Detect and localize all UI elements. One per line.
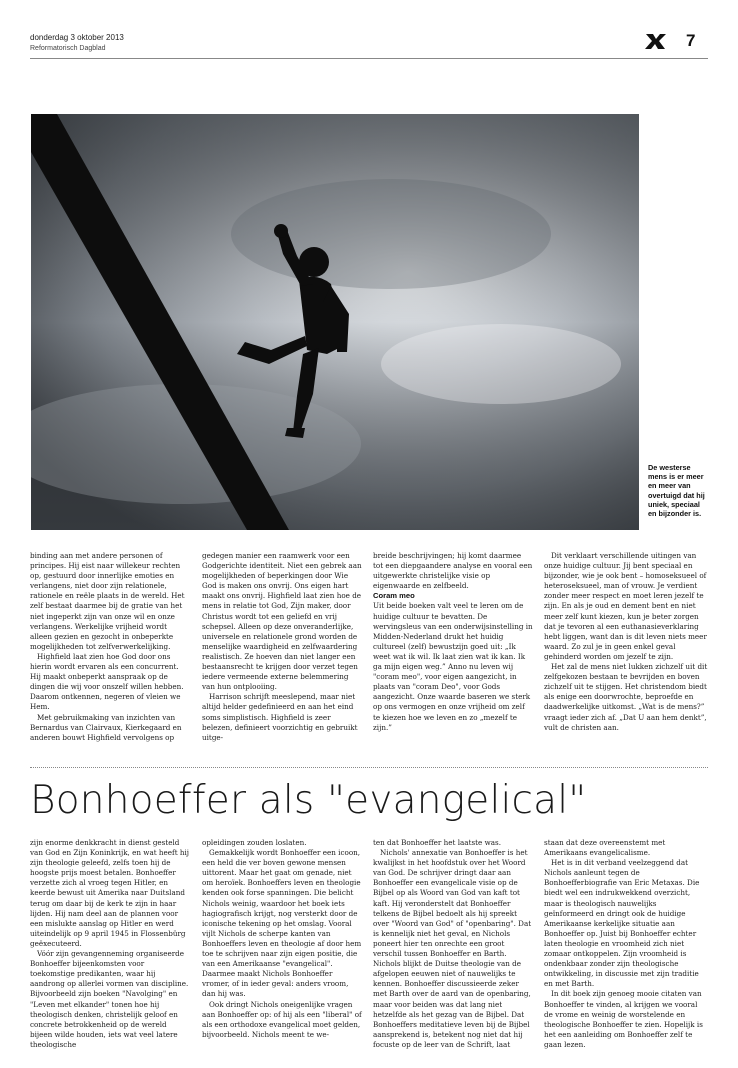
body-paragraph: staan dat deze overeenstemt met Amerikaans evangelicalisme. bbox=[544, 838, 666, 858]
body-paragraph: Nichols' annexatie van Bonhoeffer is het kwalijkst in het hoofdstuk over het Woord van God. De schrijver dringt daar aan Bonhoeffer een evangelicale visie op de Bijbel op als Woord van God van kaft tot kaft. Hij veronderstelt dat Bonhoeffer telkens de Bijbel bedoelt als hij spreekt over "Woord van God" of "openbaring". Dat is kennelijk niet het geval, en Nichols poneert hier ten onrechte een groot verschil tussen Bonhoeffer en Barth. Nichols blijkt de Duitse theologie van de afgelopen eeuwen niet of nauwelijks te kennen. Bonhoeffer discussieerde zeker met Barth over de aard van de openbaring, maar voor beiden was dat lang niet hetzelfde als het gezag van de Bijbel. Dat Bonhoeffers meditatieve leven bij de Bijbel aansprekend is, betekent nog niet dat hij focuste op de leer van de Schrift, laat bbox=[373, 848, 532, 1049]
body-paragraph: Ook dringt Nichols oneigenlijke vragen aan Bonhoeffer op: of hij als een "liberal" of als een orthodoxe evangelical moet gelden, bijvoorbeeld. Nichols meent te we- bbox=[202, 999, 362, 1039]
body-paragraph: zijn enorme denkkracht in dienst gesteld van God en Zijn Koninkrijk, en wat heeft hij zijn theologie geleefd, zelfs toen hij de hoogste prijs moest betalen. Bonhoeffer verzette zich al vroeg tegen Hitler, en keerde bewust uit Amerika naar Duitsland terug om daar bij de kerk te zijn in haar lijden. Hij nam deel aan de plannen voor een mislukte aanslag op Hitler en werd uiteindelijk op 9 april 1945 in Flossenbürg geëxecuteerd. bbox=[30, 838, 190, 948]
body-paragraph: binding aan met andere personen of principes. Hij eist naar willekeur rechten op, gestuurd door innerlijke emoties en verlangens, niet door zijn relationele, rationele en reële plaats in de wereld. Het zelf bestaat daarmee bij de gratie van het niet ingeperkt zijn van onze wil en onze verlangens. Werkelijke vrijheid wordt alleen gezien en gezocht in onbeperkte mogelijkheden tot zelfverwerkelijking. bbox=[30, 551, 185, 651]
header-rule bbox=[30, 58, 708, 59]
feature-photo bbox=[31, 114, 639, 530]
lower-column-4 bbox=[544, 838, 708, 1050]
body-paragraph: gedegen manier een raamwerk voor een Godgerichte identiteit. Niet een gebrek aan mogelijkheden of beperkingen door Wie God is maken ons onvrij. Ons eigen hart maakt ons onvrij. Highfield laat zien hoe de mens in relatie tot God, Zijn maker, door Christus wordt tot een geliefd en vrij schepsel. Alleen op deze onveranderlijke, universele en relationele grond worden de menselijke waardigheid en zelfwaardering realistisch. Ze hoeven dan niet langer een bestaansrecht te krijgen door verzet tegen iedere vermeende externe belemmering van hun ontplooiing. bbox=[202, 551, 362, 692]
upper-column-2 bbox=[202, 551, 362, 743]
body-paragraph: Het zal de mens niet lukken zichzelf uit dit zelfgekozen bestaan te bevrijden en boven zichzelf uit te stijgen. Het christendom biedt als enige een doorwrochte, beproefde en daadwerkelijke uitkomst. „Wat is de mens?” vraagt ieder zich af. „Dat U aan hem denkt”, vult de christen aan. bbox=[544, 662, 708, 732]
body-paragraph: Dit verklaart verschillende uitingen van onze huidige cultuur. Jij bent speciaal en bijzonder, wie je ook bent – homoseksueel of heteroseksueel, man of vrouw. Je verdient zonder meer respect en moet leren jezelf te zijn. En als je oud en dement bent en niet meer zelf kunt kiezen, kun je beter zorgen dat je tevoren al een euthanasieverklaring hebt liggen, want dan is dit leven niets meer waard. Zo zul je in geen enkel geval gehinderd worden om jezelf te zijn. bbox=[544, 551, 707, 661]
body-paragraph: Highfield laat zien hoe God door ons hierin wordt ervaren als een concurrent. Hij maakt onbeperkt aanspraak op de dingen die wij voor onszelf willen hebben. Daarom ontkennen, negeren of vleien we Hem. bbox=[30, 651, 184, 712]
body-paragraph: Vóór zijn gevangenneming organiseerde Bonhoeffer bijeenkomsten voor toekomstige predikanten, waar hij aandrong op allerlei vormen van discipline. Bijvoorbeeld zijn boeken "Navolging" en "Leven met elkander" tonen hoe hij theologisch denken, christelijk geloof en concrete betrokkenheid op de wereld bijeen wilde houden, iets wat veel latere theologische bbox=[30, 949, 189, 1049]
body-paragraph: opleidingen zouden loslaten. bbox=[202, 838, 307, 847]
article-headline: Bonhoeffer als "evangelical" bbox=[30, 778, 587, 823]
page-number: 7 bbox=[686, 31, 696, 50]
x-logo-icon bbox=[645, 32, 667, 50]
body-paragraph: Met gebruikmaking van inzichten van Bernardus van Clairvaux, Kierkegaard en anderen bouwt Highfield vervolgens op bbox=[30, 712, 182, 742]
lower-column-2 bbox=[202, 838, 362, 1040]
subheading: Coram meo bbox=[373, 591, 415, 601]
photo-caption: De westerse mens is er meer en meer van overtuigd dat hij uniek, speciaal en bijzonder is. bbox=[648, 463, 705, 518]
body-paragraph: In dit boek zijn genoeg mooie citaten van Bonhoeffer te vinden, al krijgen we vooral de vrome en weinig de worstelende en theologische Bonhoeffer te zien. Hopelijk is het een aanleiding om Bonhoeffer zelf te gaan lezen. bbox=[544, 989, 703, 1049]
lower-column-3 bbox=[373, 838, 533, 1050]
body-paragraph: ten dat Bonhoeffer het laatste was. bbox=[373, 838, 501, 847]
body-paragraph: Uit beide boeken valt veel te leren om de huidige cultuur te bevatten. De wervingsleus van een onderwijsinstelling in Midden-Nederland drukt het huidig cultureel (zelf) bewustzijn goed uit: „Ik weet wat ik wil. Ik laat zien wat ik kan. Ik ga mijn eigen weg.” Anno nu leven wij "coram meo", voor eigen aangezicht, in plaats van "coram Deo", voor Gods aangezicht. Onze waarde baseren we sterk op ons vermogen en onze vrijheid om zelf te kiezen hoe we leven en zo „mezelf te zijn.” bbox=[373, 601, 533, 732]
body-paragraph: Harrison schrijft meeslepend, maar niet altijd helder gedefinieerd en aan het eind soms simplistisch. Highfield is zeer belezen, definieert voorzichtig en gebruikt uitge- bbox=[202, 692, 358, 742]
upper-column-3 bbox=[373, 551, 533, 733]
header-newspaper-name: Reformatorisch Dagblad bbox=[30, 45, 106, 52]
body-paragraph: Het is in dit verband veelzeggend dat Nichols aanleunt tegen de Bonhoefferbiografie van Eric Metaxas. Die biedt wel een indrukwekkend overzicht, maar is theologisch nauwelijks geïnformeerd en dringt ook de huidige Amerikaanse kerkelijke situatie aan Bonhoeffer op. Juist bij Bonhoeffer echter laten theologie en vroomheid zich niet zomaar ontkoppelen. Zijn vroomheid is ondenkbaar zonder zijn theologische ontwikkeling, in discussie met zijn traditie en met Barth. bbox=[544, 858, 700, 989]
section-divider bbox=[30, 767, 708, 768]
body-paragraph: breide beschrijvingen; hij komt daarmee tot een diepgaandere analyse en vooral een uitgewerkte christelijke visie op eigenwaarde en zelfbeeld. bbox=[373, 551, 533, 591]
lower-column-1 bbox=[30, 838, 190, 1050]
header-date: donderdag 3 oktober 2013 bbox=[30, 33, 124, 42]
body-paragraph: Gemakkelijk wordt Bonhoeffer een icoon, een held die ver boven gewone mensen uittorent. Maar het gaat om genade, niet om heroïek. Bonhoeffers leven en theologie kenden ook forse spanningen. Die belicht Nichols weinig, waardoor het boek iets hagiografisch krijgt, nog versterkt door de iconische tekening op het omslag. Vooral vijlt Nichols de scherpe kanten van Bonhoeffers leven en theologie af door hem toe te schrijven naar zijn eigen positie, die van een Amerikaanse "evangelical". Daarmee maakt Nichols Bonhoeffer vromer, of in ieder geval: anders vroom, dan hij was. bbox=[202, 848, 362, 999]
upper-column-4 bbox=[544, 551, 708, 733]
upper-column-1 bbox=[30, 551, 190, 743]
